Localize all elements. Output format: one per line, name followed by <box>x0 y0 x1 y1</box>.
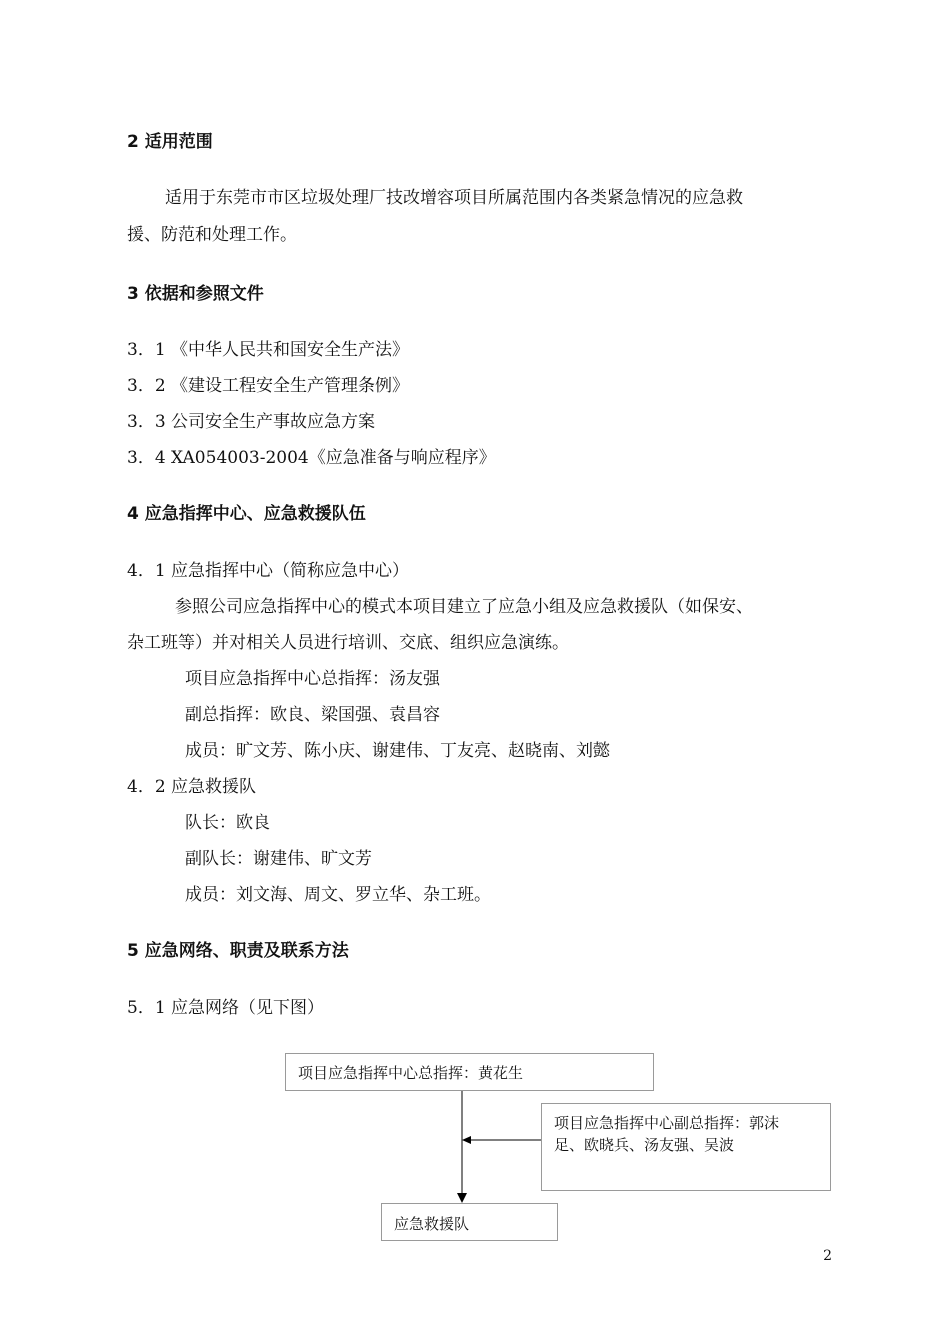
reference-item-3: 3．3 公司安全生产事故应急方案 <box>127 412 376 432</box>
section-4-1-body-line1: 参照公司应急指挥中心的模式本项目建立了应急小组及应急救援队（如保安、 <box>175 597 753 617</box>
section-2-heading: 2 适用范围 <box>127 132 213 152</box>
down-arrow-head <box>457 1193 467 1203</box>
deputy-commander-line: 副总指挥：欧良、梁国强、袁昌容 <box>185 705 440 725</box>
reference-item-4: 3．4 XA054003-2004《应急准备与响应程序》 <box>127 448 496 468</box>
commander-line: 项目应急指挥中心总指挥：汤友强 <box>185 669 440 689</box>
section-4-1-title: 4．1 应急指挥中心（简称应急中心） <box>127 561 410 581</box>
team-vice-captain-line: 副队长：谢建伟、旷文芳 <box>185 849 372 869</box>
section-4-heading: 4 应急指挥中心、应急救援队伍 <box>127 504 366 524</box>
left-arrow-head <box>462 1136 471 1144</box>
section-5-1-title: 5．1 应急网络（见下图） <box>127 998 325 1018</box>
deputy-box-line1: 项目应急指挥中心副总指挥：郭沫 <box>554 1114 780 1132</box>
team-members-line: 成员：刘文海、周文、罗立华、杂工班。 <box>185 885 491 905</box>
reference-item-2: 3．2 《建设工程安全生产管理条例》 <box>127 376 410 396</box>
reference-item-1: 3．1 《中华人民共和国安全生产法》 <box>127 340 410 360</box>
section-3-heading: 3 依据和参照文件 <box>127 284 264 304</box>
center-members-line: 成员：旷文芳、陈小庆、谢建伟、丁友亮、赵晓南、刘懿 <box>185 741 610 761</box>
section-2-body-line1: 适用于东莞市市区垃圾处理厂技改增容项目所属范围内各类紧急情况的应急救 <box>165 188 743 208</box>
section-4-1-body-line2: 杂工班等）并对相关人员进行培训、交底、组织应急演练。 <box>127 633 569 653</box>
page-number: 2 <box>823 1248 832 1264</box>
team-captain-line: 队长：欧良 <box>185 813 270 833</box>
section-4-2-title: 4．2 应急救援队 <box>127 777 257 797</box>
commander-box-label: 项目应急指挥中心总指挥： <box>298 1064 479 1082</box>
deputy-box-line2: 足、欧晓兵、汤友强、吴波 <box>554 1136 735 1154</box>
section-5-heading: 5 应急网络、职责及联系方法 <box>127 941 349 961</box>
commander-box-name: 黄花生 <box>478 1064 524 1082</box>
rescue-team-label: 应急救援队 <box>394 1215 470 1233</box>
rescue-team-box <box>381 1203 558 1241</box>
section-2-body-line2: 援、防范和处理工作。 <box>127 225 297 245</box>
